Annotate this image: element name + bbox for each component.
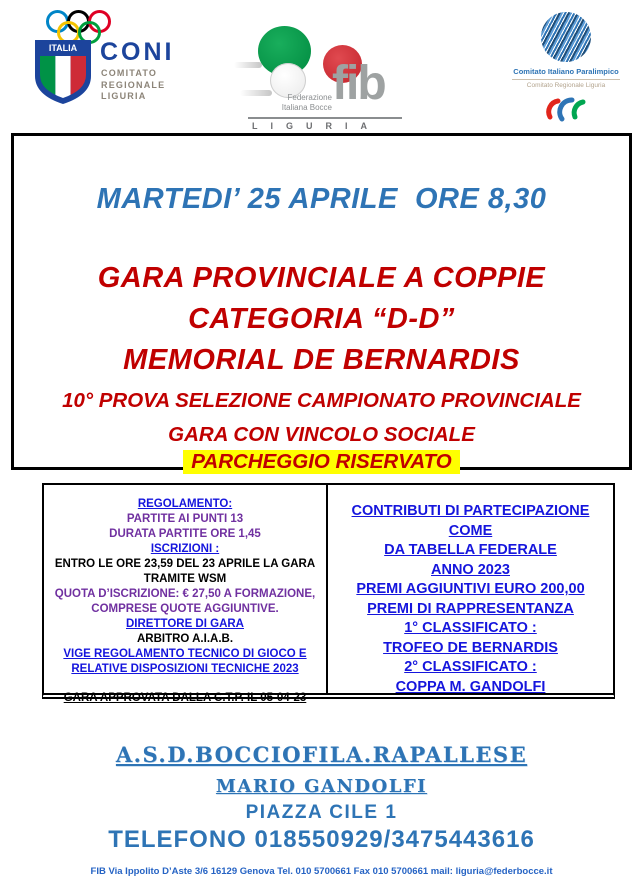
regulation-line: DIRETTORE DI GARA bbox=[126, 618, 244, 630]
event-category-line: CATEGORIA “D-D” bbox=[188, 303, 455, 335]
prize-line: PREMI DI RAPPRESENTANZA bbox=[367, 600, 574, 617]
prize-line: TROFEO DE BERNARDIS bbox=[383, 639, 558, 656]
contact-address: PIAZZA CILE 1 bbox=[245, 802, 398, 823]
event-title-line: GARA PROVINCIALE A COPPIE bbox=[97, 262, 546, 294]
contact-block bbox=[0, 742, 643, 854]
event-sub-line: 10° PROVA SELEZIONE CAMPIONATO PROVINCIALE bbox=[62, 389, 581, 412]
agitos-icon bbox=[541, 96, 591, 122]
fib-region-label: LIGURIA bbox=[252, 121, 380, 131]
regulation-line: TRAMITE WSM bbox=[143, 573, 227, 585]
paralympic-globe-icon bbox=[541, 12, 591, 62]
coni-org-lines: COMITATO REGIONALE LIGURIA bbox=[101, 68, 166, 101]
prizes-cell bbox=[328, 485, 613, 693]
prize-line: DA TABELLA FEDERALE bbox=[384, 542, 557, 558]
prize-line: CONTRIBUTI DI PARTECIPAZIONE bbox=[351, 503, 590, 519]
prize-line: COME bbox=[448, 522, 493, 539]
prize-line: COPPA M. GANDOLFI bbox=[395, 678, 546, 695]
fib-logo bbox=[246, 24, 404, 131]
paralympic-committee-logo bbox=[503, 12, 629, 120]
regulation-line: QUOTA D’ISCRIZIONE: € 27,50 A FORMAZIONE, bbox=[54, 588, 316, 600]
info-table bbox=[42, 483, 615, 704]
cip-title: Comitato Italiano Paralimpico bbox=[513, 67, 619, 76]
regulation-line: RELATIVE DISPOSIZIONI TECNICHE 2023 bbox=[71, 663, 299, 675]
regulation-line: DURATA PARTITE ORE 1,45 bbox=[109, 528, 261, 540]
shield-label: ITALIA bbox=[48, 43, 78, 53]
cip-divider bbox=[512, 79, 620, 80]
regulation-line: ISCRIZIONI : bbox=[150, 543, 220, 555]
approval-line: GARA APPROVATA DALLA C.T.P. IL 05-04-23 bbox=[63, 692, 307, 704]
prize-line: PREMI AGGIUNTIVI EURO 200,00 bbox=[356, 581, 585, 597]
fib-federation-label: Federazione Italiana Bocce bbox=[281, 93, 332, 112]
organization-name: A.S.D.BOCCIOFILA.RAPALLESE bbox=[115, 742, 528, 767]
regulation-line: PARTITE AI PUNTI 13 bbox=[126, 513, 244, 525]
regulation-line: ENTRO LE ORE 23,59 DEL 23 APRILE LA GARA bbox=[54, 558, 316, 570]
parking-highlight: PARCHEGGIO RISERVATO bbox=[183, 450, 459, 474]
cip-subtitle: Comitato Regionale Liguria bbox=[526, 82, 606, 89]
announcement-box bbox=[11, 133, 632, 473]
motion-streak-icon bbox=[234, 62, 262, 68]
event-sub-line: GARA CON VINCOLO SOCIALE bbox=[168, 423, 475, 446]
coni-acronym: CONI bbox=[100, 38, 175, 66]
contact-person: MARIO GANDOLFI bbox=[215, 776, 428, 797]
italia-shield-icon bbox=[33, 38, 93, 106]
coni-logo bbox=[28, 8, 198, 120]
fib-divider bbox=[248, 117, 402, 119]
fib-acronym: fib bbox=[332, 57, 385, 110]
event-memorial-line: MEMORIAL DE BERNARDIS bbox=[123, 344, 520, 376]
event-date-line: MARTEDI’ 25 APRILE ORE 8,30 bbox=[96, 183, 547, 215]
prize-line: 2° CLASSIFICATO : bbox=[404, 659, 537, 675]
prize-line: ANNO 2023 bbox=[431, 561, 510, 578]
regulation-cell bbox=[44, 485, 328, 704]
regulation-line: COMPRESE QUOTE AGGIUNTIVE. bbox=[91, 603, 279, 615]
highlight-wrap bbox=[14, 450, 629, 474]
prize-line: 1° CLASSIFICATO : bbox=[404, 620, 537, 636]
regulation-line: VIGE REGOLAMENTO TECNICO DI GIOCO E bbox=[63, 648, 307, 660]
regulation-line: REGOLAMENTO: bbox=[137, 498, 233, 510]
regulation-line: ARBITRO A.I.A.B. bbox=[136, 633, 234, 645]
contact-phone: TELEFONO 018550929/3475443616 bbox=[108, 826, 535, 853]
federation-footer: FIB Via Ippolito D’Aste 3/6 16129 Genova Tel. 010 5700661 Fax 010 5700661 mail: liguria@federbocce.it bbox=[90, 866, 553, 877]
